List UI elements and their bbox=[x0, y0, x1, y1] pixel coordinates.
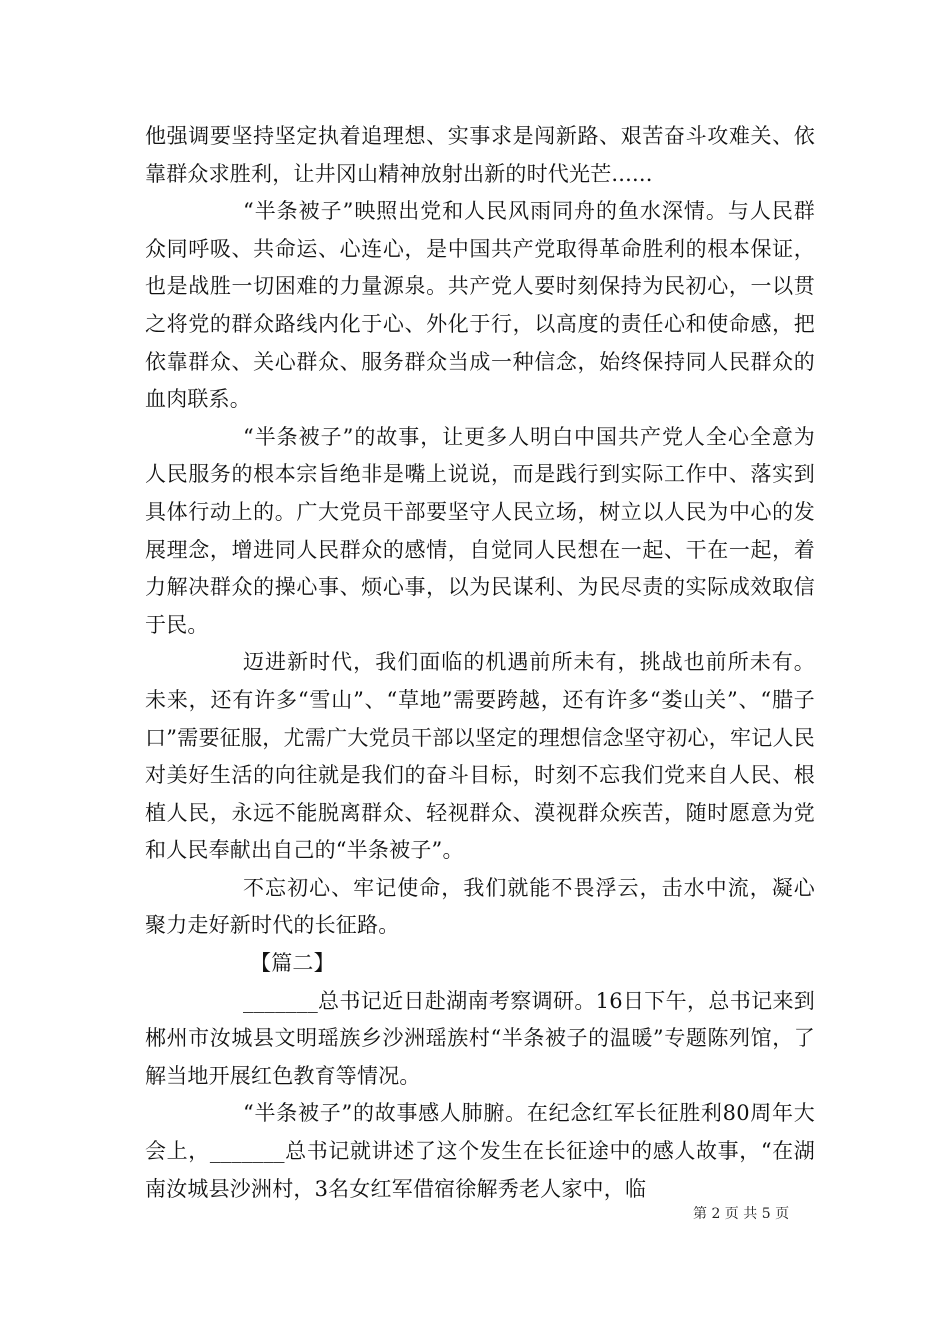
paragraph: “半条被子”的故事，让更多人明白中国共产党人全心全意为人民服务的根本宗旨绝非是嘴上说说，而是践行到实际工作中、落实到具体行动上的。广大党员干部要坚守人民立场，树立以人民为中心的发展理念，增进同人民群众的感情，自觉同人民想在一起、干在一起，着力解决群众的操心事、烦心事，以为民谋利、为民尽责的实际成效取信于民。 bbox=[145, 424, 815, 637]
paragraph: 迈进新时代，我们面临的机遇前所未有，挑战也前所未有。未来，还有许多“雪山”、“草地”需要跨越，还有许多“娄山关”、“腊子口”需要征服，尤需广大党员干部以坚定的理想信念坚守初心，牢记人民对美好生活的向往就是我们的奋斗目标，时刻不忘我们党来自人民、根植人民，永远不能脱离群众、轻视群众、漠视群众疾苦，随时愿意为党和人民奉献出自己的“半条被子”。 bbox=[145, 650, 815, 863]
paragraph-continuation: 他强调要坚持坚定执着追理想、实事求是闯新路、艰苦奋斗攻难关、依靠群众求胜利，让井冈山精神放射出新的时代光芒...... bbox=[145, 124, 815, 186]
page-number: 第 2 页 共 5 页 bbox=[693, 1206, 790, 1222]
document-body bbox=[145, 118, 815, 1208]
paragraph: _______总书记近日赴湖南考察调研。16日下午，总书记来到郴州市汝城县文明瑶族乡沙洲瑶族村“半条被子的温暖”专题陈列馆，了解当地开展红色教育等情况。 bbox=[145, 988, 815, 1088]
paragraph: 不忘初心、牢记使命，我们就能不畏浮云，击水中流，凝心聚力走好新时代的长征路。 bbox=[145, 875, 815, 938]
paragraph: “半条被子”映照出党和人民风雨同舟的鱼水深情。与人民群众同呼吸、共命运、心连心，是中国共产党取得革命胜利的根本保证，也是战胜一切困难的力量源泉。共产党人要时刻保持为民初心，一以贯之将党的群众路线内化于心、外化于行，以高度的责任心和使命感，把依靠群众、关心群众、服务群众当成一种信念，始终保持同人民群众的血肉联系。 bbox=[145, 199, 815, 412]
paragraph: “半条被子”的故事感人肺腑。在纪念红军长征胜利80周年大会上，_______总书记就讲述了这个发生在长征途中的感人故事，“在湖南汝城县沙洲村，3名女红军借宿徐解秀老人家中，临 bbox=[145, 1101, 815, 1201]
section-heading: 【篇二】 bbox=[250, 951, 335, 976]
